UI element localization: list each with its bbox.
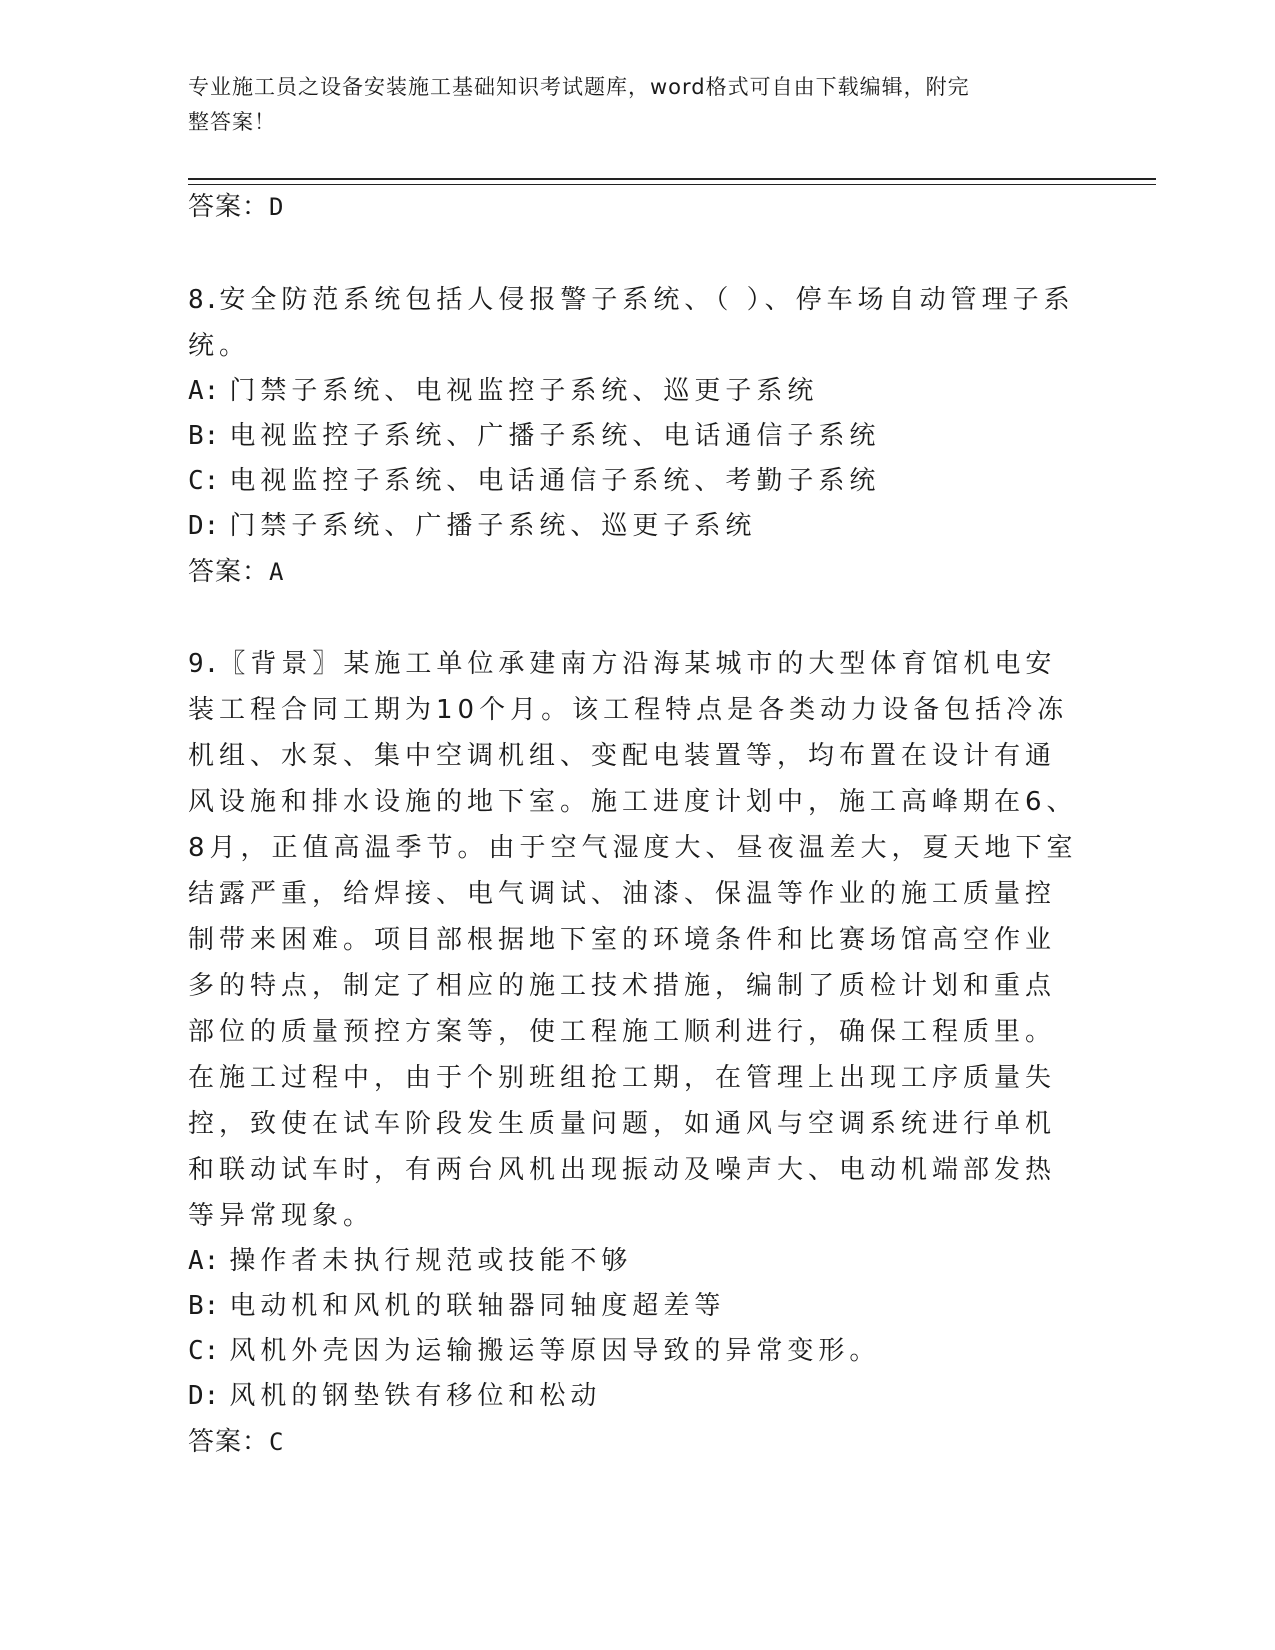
- option-text: 电动机和风机的联轴器同轴度超差等: [229, 1291, 726, 1321]
- answer-label: 答案：: [188, 557, 270, 587]
- option-letter: C:: [188, 466, 220, 496]
- previous-answer: [188, 184, 1088, 230]
- question-8-option-a: [188, 369, 1088, 414]
- answer-value: A: [269, 558, 285, 586]
- question-8-option-c: [188, 459, 1088, 504]
- header-line-2: 整答案！: [188, 110, 276, 134]
- option-letter: B:: [188, 421, 220, 451]
- answer-label: 答案：: [188, 192, 270, 222]
- question-8-stem: [188, 277, 1083, 369]
- question-8-option-d: [188, 504, 1088, 549]
- question-8-answer: [188, 549, 1088, 595]
- option-letter: D:: [188, 511, 220, 541]
- question-9: [188, 641, 1088, 1465]
- header-rule-thick: [188, 178, 1156, 180]
- document-body: [188, 184, 1088, 1465]
- document-header: [188, 70, 1068, 140]
- option-text: 门禁子系统、广播子系统、巡更子系统: [229, 511, 757, 541]
- option-text: 风机的钢垫铁有移位和松动: [229, 1381, 602, 1411]
- option-text: 电视监控子系统、广播子系统、电话通信子系统: [229, 421, 881, 451]
- question-9-stem: [188, 641, 1083, 1239]
- question-number: 8.: [188, 285, 220, 315]
- option-text: 操作者未执行规范或技能不够: [229, 1246, 633, 1276]
- question-number: 9.: [188, 649, 220, 679]
- question-8: [188, 277, 1088, 595]
- question-9-option-d: [188, 1374, 1088, 1419]
- option-text: 风机外壳因为运输搬运等原因导致的异常变形。: [229, 1336, 881, 1366]
- question-text: 〖背景〗某施工单位承建南方沿海某城市的大型体育馆机电安装工程合同工期为10个月。该工程特点是各类动力设备包括冷冻机组、水泵、集中空调机组、变配电装置等，均布置在设计有通风设施和排水设施的地下室。施工进度计划中，施工高峰期在6、8月，正值高温季节。由于空气湿度大、昼夜温差大，夏天地下室结露严重，给焊接、电气调试、油漆、保温等作业的施工质量控制带来困难。项目部根据地下室的环境条件和比赛场馆高空作业多的特点，制定了相应的施工技术措施，编制了质检计划和重点部位的质量预控方案等，使工程施工顺利进行，确保工程质里。在施工过程中，由于个别班组抢工期，在管理上出现工序质量失控，致使在试车阶段发生质量问题，如通风与空调系统进行单机和联动试车时，有两台风机出现振动及噪声大、电动机端部发热等异常现象。: [188, 649, 1078, 1231]
- question-9-option-b: [188, 1284, 1088, 1329]
- answer-value: C: [269, 1428, 285, 1456]
- question-9-option-a: [188, 1239, 1088, 1284]
- question-text: 安全防范系统包括人侵报警子系统、（ ）、停车场自动管理子系统。: [188, 285, 1075, 361]
- spacer: [188, 595, 1088, 641]
- question-9-answer: [188, 1419, 1088, 1465]
- option-text: 门禁子系统、电视监控子系统、巡更子系统: [229, 376, 819, 406]
- option-letter: C:: [188, 1336, 220, 1366]
- option-letter: D:: [188, 1381, 220, 1411]
- option-text: 电视监控子系统、电话通信子系统、考勤子系统: [229, 466, 881, 496]
- question-9-option-c: [188, 1329, 1088, 1374]
- spacer: [188, 230, 1088, 277]
- answer-label: 答案：: [188, 1427, 270, 1457]
- header-line-1: 专业施工员之设备安装施工基础知识考试题库，word格式可自由下载编辑，附完: [188, 75, 970, 99]
- option-letter: A:: [188, 376, 220, 406]
- option-letter: A:: [188, 1246, 220, 1276]
- question-8-option-b: [188, 414, 1088, 459]
- answer-value: D: [269, 193, 285, 221]
- option-letter: B:: [188, 1291, 220, 1321]
